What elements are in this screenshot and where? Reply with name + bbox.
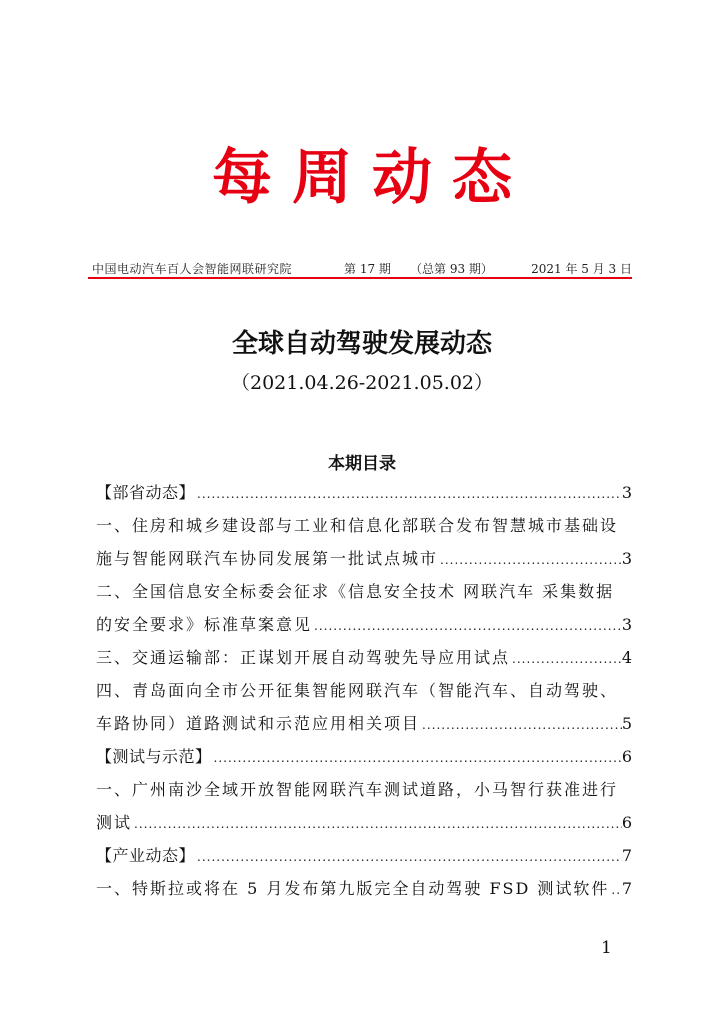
toc-entry-text: 施与智能网联汽车协同发展第一批试点城市 xyxy=(96,542,438,575)
toc-entry[interactable] xyxy=(96,773,632,806)
toc-entry[interactable] xyxy=(96,476,632,509)
issue-date: 2021 年 5 月 3 日 xyxy=(531,262,632,276)
toc-entry[interactable] xyxy=(96,575,632,608)
toc-entry-text: 一、住房和城乡建设部与工业和信息化部联合发布智慧城市基础设 xyxy=(96,516,619,535)
toc-entry[interactable] xyxy=(96,839,632,872)
toc-page-number: 5 xyxy=(621,714,632,733)
toc-leader-dots xyxy=(609,874,621,907)
toc-entry[interactable] xyxy=(96,674,632,707)
toc-entry[interactable] xyxy=(96,740,632,773)
document-title: 全球自动驾驶发展动态 xyxy=(231,329,492,359)
toc-leader-dots xyxy=(195,478,622,511)
table-of-contents xyxy=(96,476,632,905)
toc-leader-dots xyxy=(438,544,622,577)
toc-leader-dots xyxy=(132,808,622,841)
toc-leader-dots xyxy=(195,841,622,874)
masthead-title: 每周动态 xyxy=(212,143,532,213)
toc-entry-continuation[interactable] xyxy=(96,707,632,740)
info-bar xyxy=(92,259,632,279)
toc-entry-text: 测试 xyxy=(96,806,132,839)
toc-entry[interactable] xyxy=(96,872,632,905)
toc-page-number: 3 xyxy=(621,549,632,568)
issue-number: 第 17 期 xyxy=(344,262,391,276)
organization-name: 中国电动汽车百人会智能网联研究院 xyxy=(92,262,293,276)
toc-leader-dots xyxy=(510,643,622,676)
toc-page-number: 7 xyxy=(621,879,632,898)
toc-entry-text: 三、交通运输部：正谋划开展自动驾驶先导应用试点 xyxy=(96,641,510,674)
toc-leader-dots xyxy=(420,709,622,742)
toc-leader-dots xyxy=(212,742,622,775)
total-issue-number: （总第 93 期） xyxy=(410,262,493,276)
toc-entry-text: 一、广州南沙全域开放智能网联汽车测试道路，小马智行获准进行 xyxy=(96,780,619,799)
toc-entry[interactable] xyxy=(96,641,632,674)
toc-entry-text: 车路协同）道路测试和示范应用相关项目 xyxy=(96,707,420,740)
toc-page-number: 4 xyxy=(621,648,632,667)
toc-entry-continuation[interactable] xyxy=(96,608,632,641)
toc-page-number: 7 xyxy=(621,846,632,865)
toc-page-number: 3 xyxy=(621,615,632,634)
toc-entry-text: 【产业动态】 xyxy=(96,839,195,872)
toc-entry-continuation[interactable] xyxy=(96,542,632,575)
toc-page-number: 3 xyxy=(621,483,632,502)
toc-entry-text: 的安全要求》标准草案意见 xyxy=(96,608,312,641)
toc-entry-text: 一、特斯拉或将在 5 月发布第九版完全自动驾驶 FSD 测试软件 xyxy=(96,872,609,905)
toc-page-number: 6 xyxy=(621,813,632,832)
toc-entry-continuation[interactable] xyxy=(96,806,632,839)
toc-entry-text: 二、全国信息安全标委会征求《信息安全技术 网联汽车 采集数据 xyxy=(96,582,615,601)
date-range: （2021.04.26-2021.05.02） xyxy=(231,372,493,394)
toc-heading: 本期目录 xyxy=(328,454,396,474)
toc-entry-text: 【测试与示范】 xyxy=(96,740,212,773)
toc-page-number: 6 xyxy=(621,747,632,766)
header-divider xyxy=(88,277,632,279)
page-number: 1 xyxy=(601,938,612,958)
toc-entry-text: 四、青岛面向全市公开征集智能网联汽车（智能汽车、自动驾驶、 xyxy=(96,681,619,700)
toc-entry[interactable] xyxy=(96,509,632,542)
toc-leader-dots xyxy=(312,610,622,643)
toc-entry-text: 【部省动态】 xyxy=(96,476,195,509)
